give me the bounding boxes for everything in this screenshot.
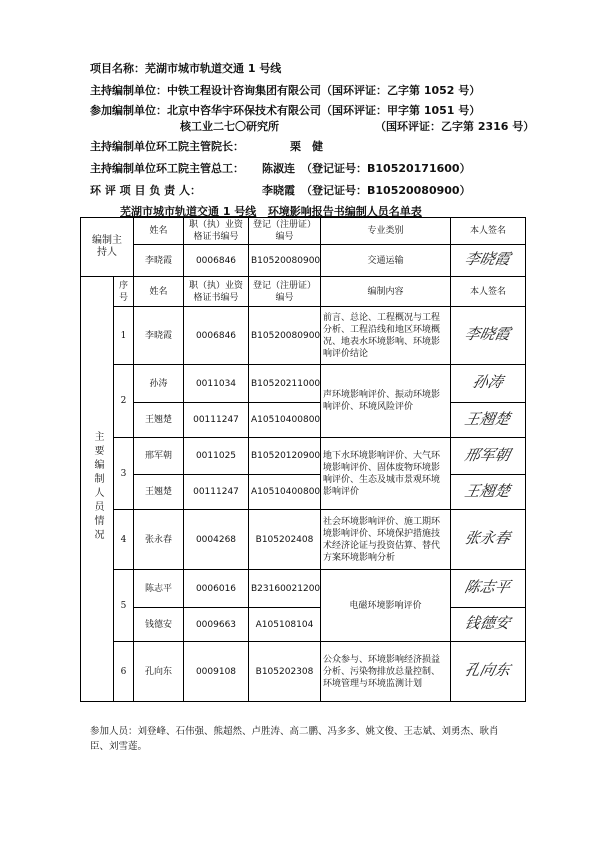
host-signature (451, 245, 526, 277)
signature-text: 陈志平 (463, 578, 513, 596)
signature-text: 王翘楚 (463, 409, 513, 428)
main-section-label: 主要编制人员情况 (92, 431, 103, 543)
table-title-name: 环境影响报告书编制人员名单表 (267, 205, 422, 218)
signature-text: 王翘楚 (463, 481, 513, 500)
table-row (81, 307, 526, 365)
row-name: 王翘楚 (134, 475, 184, 510)
row-content: 前言、总论、工程概况与工程分析、工程沿线和地区环境概况、地表水环境影响、环境影响评价结论 (321, 307, 451, 365)
row-signature (451, 403, 526, 438)
join-cert-1: （国环评证：甲字第 1051 号） (321, 104, 481, 117)
row-no: 5 (114, 570, 134, 642)
row-cert: 00111247 (184, 403, 249, 438)
host-reg: B10520080900 (249, 245, 321, 277)
row-reg: B10520080900 (249, 307, 321, 365)
participants-note: 参加人员：刘登峰、石伟强、熊超然、卢胜涛、高二鹏、冯多多、姚文俊、王志斌、刘勇杰、耿肖臣、刘雪莲。 (90, 726, 499, 752)
personnel-table (80, 217, 526, 702)
dean-name: 栗 健 (290, 140, 323, 153)
dean-line (90, 140, 244, 154)
row-cert: 0009108 (184, 642, 249, 702)
row-name: 陈志平 (134, 570, 184, 608)
main-col-name: 姓名 (134, 277, 184, 307)
row-reg: B10520211000 (249, 365, 321, 403)
row-signature (451, 510, 526, 570)
host-row (81, 245, 526, 277)
row-cert: 0006846 (184, 307, 249, 365)
dean-name-wrap (290, 140, 323, 154)
row-content: 声环境影响评价、振动环境影响评价、环境风险评价 (321, 365, 451, 438)
host-cert: 0006846 (184, 245, 249, 277)
main-col-signature: 本人签名 (451, 277, 526, 307)
main-col-reg: 登记（注册证）编号 (249, 277, 321, 307)
row-name: 孔向东 (134, 642, 184, 702)
table-row (81, 475, 526, 510)
chief-label: 主持编制单位环工院主管总工： (90, 162, 244, 175)
project-label: 项目名称： (90, 62, 145, 75)
row-no: 6 (114, 642, 134, 702)
table-title-project: 芜湖市城市轨道交通 1 号线 (120, 205, 257, 218)
row-reg: B105202408 (249, 510, 321, 570)
row-no: 2 (114, 365, 134, 438)
row-reg: A105108104 (249, 608, 321, 642)
row-signature (451, 570, 526, 608)
join-unit-line-2 (180, 120, 279, 134)
row-signature (451, 642, 526, 702)
row-reg: A10510400800 (249, 475, 321, 510)
host-col-reg: 登记（注册证）编号 (249, 218, 321, 245)
join-label: 参加编制单位： (90, 104, 167, 117)
row-cert: 0004268 (184, 510, 249, 570)
signature-text: 李晓霞 (463, 325, 513, 343)
row-no: 4 (114, 510, 134, 570)
table-row (81, 365, 526, 403)
host-unit-line (90, 84, 480, 98)
main-col-content: 编制内容 (321, 277, 451, 307)
chief-name-wrap (262, 162, 471, 176)
row-cert: 0011025 (184, 438, 249, 475)
row-cert: 0006016 (184, 570, 249, 608)
main-section-label-cell (81, 277, 114, 702)
table-row (81, 438, 526, 475)
row-cert: 00111247 (184, 475, 249, 510)
table-row (81, 403, 526, 438)
join-unit-2: 核工业二七〇研究所 (180, 120, 279, 133)
host-signature-text: 李晓霞 (463, 250, 513, 268)
row-reg: A10510400800 (249, 403, 321, 438)
row-signature (451, 608, 526, 642)
row-no: 1 (114, 307, 134, 365)
table-row (81, 510, 526, 570)
row-cert: 0011034 (184, 365, 249, 403)
host-col-name: 姓名 (134, 218, 184, 245)
row-content: 社会环境影响评价、施工期环境影响评价、环境保护措施技术经济论证与投资估算、替代方案环境影响分析 (321, 510, 451, 570)
table-row (81, 570, 526, 608)
project-line (90, 62, 281, 76)
host-cert: （国环评证：乙字第 1052 号） (321, 84, 481, 97)
host-col-category: 专业类别 (321, 218, 451, 245)
row-content: 公众参与、环境影响经济损益分析、污染物排放总量控制、环境管理与环境监测计划 (321, 642, 451, 702)
row-signature (451, 475, 526, 510)
host-col-signature: 本人签名 (451, 218, 526, 245)
chief-reg: （登记证号：B10520171600） (301, 162, 471, 175)
row-reg: B10520120900 (249, 438, 321, 475)
row-name: 邢军朝 (134, 438, 184, 475)
join-cert-2: （国环评证：乙字第 2316 号） (375, 120, 535, 133)
row-name: 王翘楚 (134, 403, 184, 438)
row-name: 钱德安 (134, 608, 184, 642)
row-signature (451, 365, 526, 403)
row-content: 电磁环境影响评价 (321, 570, 451, 642)
host-category: 交通运输 (321, 245, 451, 277)
main-col-no: 序号 (114, 277, 134, 307)
lead-line (90, 184, 201, 198)
host-header-row (81, 218, 526, 245)
signature-text: 孔向东 (463, 661, 513, 679)
host-label: 主持编制单位： (90, 84, 167, 97)
row-no: 3 (114, 438, 134, 510)
host-name: 李晓霞 (134, 245, 184, 277)
lead-name: 李晓霞 (262, 184, 295, 197)
dean-label: 主持编制单位环工院主管院长： (90, 140, 244, 153)
row-content: 地下水环境影响评价、大气环境影响评价、固体废物环境影响评价、生态及城市景观环境影响评价 (321, 438, 451, 510)
table-row (81, 608, 526, 642)
host-unit: 中铁工程设计咨询集团有限公司 (167, 84, 321, 97)
signature-text: 张永春 (463, 529, 513, 547)
join-unit-1: 北京中咨华宇环保技术有限公司 (167, 104, 321, 117)
main-col-cert: 职（执）业资格证书编号 (184, 277, 249, 307)
row-reg: B105202308 (249, 642, 321, 702)
row-name: 李晓霞 (134, 307, 184, 365)
row-signature (451, 438, 526, 475)
join-unit-line-1 (90, 104, 480, 118)
row-signature (451, 307, 526, 365)
main-header-row (81, 277, 526, 307)
host-col-cert: 职（执）业资格证书编号 (184, 218, 249, 245)
join-cert-line-2 (375, 120, 534, 134)
lead-reg: （登记证号：B10520080900） (301, 184, 471, 197)
table-row (81, 642, 526, 702)
lead-name-wrap (262, 184, 471, 198)
signature-text: 邢军朝 (463, 445, 513, 464)
lead-label: 环 评 项 目 负 责 人： (90, 184, 201, 197)
chief-line (90, 162, 244, 176)
host-section-label: 编制主持人 (81, 218, 134, 277)
project-name: 芜湖市城市轨道交通 1 号线 (145, 62, 282, 75)
row-cert: 0009663 (184, 608, 249, 642)
row-reg: B23160021200 (249, 570, 321, 608)
row-name: 张永春 (134, 510, 184, 570)
chief-name: 陈淑连 (262, 162, 295, 175)
signature-text: 钱德安 (463, 614, 513, 632)
row-name: 孙涛 (134, 365, 184, 403)
signature-text: 孙涛 (471, 373, 505, 391)
